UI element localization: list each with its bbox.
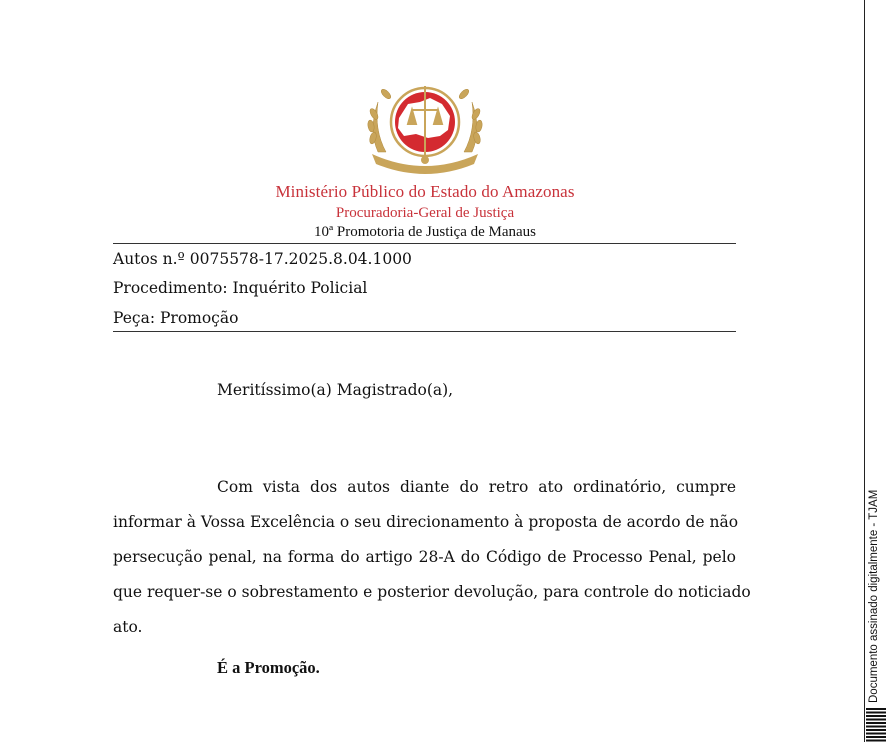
office-name: 10ª Promotoria de Justiça de Manaus [313, 224, 536, 240]
paragraph-line: Com vista dos autos diante do retro ato ordinatório, cumpre [217, 478, 736, 496]
institution-logo [364, 80, 486, 180]
closing-statement: É a Promoção. [217, 658, 320, 677]
document-type: Peça: Promoção [113, 309, 239, 327]
barcode-icon [866, 708, 886, 742]
case-number: Autos n.º 0075578-17.2025.8.04.1000 [113, 250, 412, 268]
procedure-type: Procedimento: Inquérito Policial [113, 279, 368, 297]
institution-name: Ministério Público do Estado do Amazonas [275, 182, 575, 201]
header-divider-bottom [113, 331, 736, 332]
header-divider-top [113, 243, 736, 244]
paragraph-line: que requer-se o sobrestamento e posterior devolução, para controle do noticiado [113, 583, 751, 601]
paragraph-line: persecução penal, na forma do artigo 28-A do Código de Processo Penal, pelo [113, 548, 736, 566]
digital-signature-note: Documento assinado digitalmente - TJAM [868, 489, 880, 703]
margin-rule [864, 0, 865, 742]
department-name: Procuradoria-Geral de Justiça [335, 205, 515, 221]
paragraph-line: informar à Vossa Excelência o seu direcionamento à proposta de acordo de não [113, 513, 739, 531]
salutation: Meritíssimo(a) Magistrado(a), [217, 381, 454, 399]
paragraph-line: ato. [113, 618, 143, 636]
